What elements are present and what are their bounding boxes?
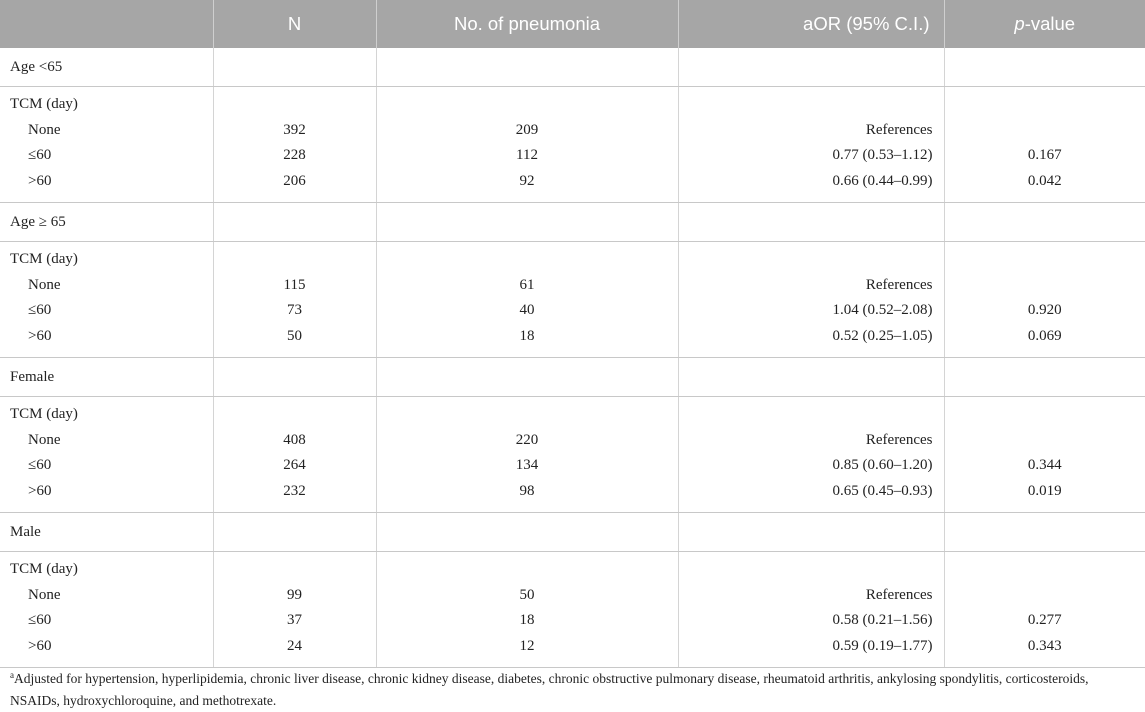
row-label: None bbox=[0, 428, 213, 454]
aor-value: 0.59 (0.19–1.77) bbox=[679, 634, 944, 660]
row-label: None bbox=[0, 273, 213, 299]
header-p-rest: -value bbox=[1025, 13, 1075, 34]
blank-line bbox=[214, 92, 376, 118]
pneumonia-value: 98 bbox=[377, 479, 678, 505]
category-label: TCM (day) bbox=[0, 92, 213, 118]
header-aor: aOR (95% C.I.) bbox=[678, 0, 944, 48]
row-labels-cell bbox=[0, 242, 213, 358]
blank-line bbox=[214, 402, 376, 428]
n-values-cell bbox=[213, 397, 376, 513]
n-values-cell bbox=[213, 242, 376, 358]
empty-cell bbox=[944, 203, 1145, 242]
blank-line bbox=[377, 402, 678, 428]
group-data-row bbox=[0, 552, 1145, 668]
p-value: 0.344 bbox=[945, 453, 1145, 479]
blank-line bbox=[945, 557, 1145, 583]
footnote-text: Adjusted for hypertension, hyperlipidemia, chronic liver disease, chronic kidney disease, diabetes, chronic obstructive pulmonary disease, rheumatoid arthritis, ankylosing spondylitis, corticosteroids, NSAIDs, hydroxychloroquine, and methotrexate. bbox=[10, 671, 1088, 708]
n-value: 206 bbox=[214, 169, 376, 195]
n-value: 264 bbox=[214, 453, 376, 479]
blank-line bbox=[214, 247, 376, 273]
n-value: 37 bbox=[214, 608, 376, 634]
empty-cell bbox=[678, 513, 944, 552]
row-label: None bbox=[0, 118, 213, 144]
p-value bbox=[945, 428, 1145, 454]
aor-values-cell bbox=[678, 397, 944, 513]
pneumonia-value: 40 bbox=[377, 298, 678, 324]
empty-cell bbox=[678, 203, 944, 242]
empty-cell bbox=[213, 203, 376, 242]
blank-line bbox=[679, 402, 944, 428]
category-label: TCM (day) bbox=[0, 402, 213, 428]
row-labels-cell bbox=[0, 397, 213, 513]
aor-values-cell bbox=[678, 87, 944, 203]
header-pneumonia: No. of pneumonia bbox=[376, 0, 678, 48]
group-header-row bbox=[0, 203, 1145, 242]
n-value: 232 bbox=[214, 479, 376, 505]
row-label: >60 bbox=[0, 324, 213, 350]
pneumonia-value: 18 bbox=[377, 608, 678, 634]
p-value: 0.069 bbox=[945, 324, 1145, 350]
group-data-row bbox=[0, 87, 1145, 203]
n-value: 408 bbox=[214, 428, 376, 454]
blank-line bbox=[377, 92, 678, 118]
group-title: Male bbox=[0, 513, 213, 552]
aor-value: 0.77 (0.53–1.12) bbox=[679, 143, 944, 169]
blank-line bbox=[214, 557, 376, 583]
empty-cell bbox=[376, 203, 678, 242]
empty-cell bbox=[213, 513, 376, 552]
p-values-cell bbox=[944, 87, 1145, 203]
blank-line bbox=[679, 92, 944, 118]
empty-cell bbox=[678, 48, 944, 87]
n-value: 228 bbox=[214, 143, 376, 169]
aor-value: References bbox=[679, 583, 944, 609]
header-row bbox=[0, 0, 1145, 48]
header-n: N bbox=[213, 0, 376, 48]
header-p-value bbox=[944, 0, 1145, 48]
p-value bbox=[945, 118, 1145, 144]
row-label: ≤60 bbox=[0, 608, 213, 634]
aor-values-cell bbox=[678, 552, 944, 668]
p-value: 0.343 bbox=[945, 634, 1145, 660]
empty-cell bbox=[213, 48, 376, 87]
group-title: Female bbox=[0, 358, 213, 397]
aor-value: References bbox=[679, 428, 944, 454]
category-label: TCM (day) bbox=[0, 247, 213, 273]
empty-cell bbox=[376, 48, 678, 87]
pneumonia-value: 12 bbox=[377, 634, 678, 660]
n-value: 73 bbox=[214, 298, 376, 324]
pneumonia-values-cell bbox=[376, 87, 678, 203]
blank-line bbox=[945, 92, 1145, 118]
blank-line bbox=[679, 557, 944, 583]
aor-value: 0.58 (0.21–1.56) bbox=[679, 608, 944, 634]
pneumonia-value: 18 bbox=[377, 324, 678, 350]
group-header-row bbox=[0, 48, 1145, 87]
empty-cell bbox=[944, 48, 1145, 87]
row-labels-cell bbox=[0, 552, 213, 668]
p-value: 0.167 bbox=[945, 143, 1145, 169]
aor-value: 0.85 (0.60–1.20) bbox=[679, 453, 944, 479]
pneumonia-value: 50 bbox=[377, 583, 678, 609]
pneumonia-values-cell bbox=[376, 552, 678, 668]
group-data-row bbox=[0, 397, 1145, 513]
row-label: >60 bbox=[0, 634, 213, 660]
group-header-row bbox=[0, 513, 1145, 552]
p-value: 0.019 bbox=[945, 479, 1145, 505]
row-label: ≤60 bbox=[0, 143, 213, 169]
blank-line bbox=[679, 247, 944, 273]
empty-cell bbox=[213, 358, 376, 397]
aor-value: 0.66 (0.44–0.99) bbox=[679, 169, 944, 195]
empty-cell bbox=[376, 513, 678, 552]
category-label: TCM (day) bbox=[0, 557, 213, 583]
pneumonia-value: 220 bbox=[377, 428, 678, 454]
n-value: 24 bbox=[214, 634, 376, 660]
n-value: 99 bbox=[214, 583, 376, 609]
pneumonia-value: 209 bbox=[377, 118, 678, 144]
pneumonia-value: 134 bbox=[377, 453, 678, 479]
row-label: ≤60 bbox=[0, 453, 213, 479]
n-values-cell bbox=[213, 87, 376, 203]
header-blank bbox=[0, 0, 213, 48]
row-label: ≤60 bbox=[0, 298, 213, 324]
aor-values-cell bbox=[678, 242, 944, 358]
footnote-marker: a bbox=[10, 670, 14, 680]
p-value bbox=[945, 583, 1145, 609]
p-value: 0.920 bbox=[945, 298, 1145, 324]
empty-cell bbox=[944, 358, 1145, 397]
group-data-row bbox=[0, 242, 1145, 358]
aor-value: References bbox=[679, 273, 944, 299]
p-values-cell bbox=[944, 397, 1145, 513]
blank-line bbox=[945, 402, 1145, 428]
n-values-cell bbox=[213, 552, 376, 668]
pneumonia-value: 61 bbox=[377, 273, 678, 299]
header-p-italic: p bbox=[1014, 13, 1024, 34]
empty-cell bbox=[376, 358, 678, 397]
group-header-row bbox=[0, 358, 1145, 397]
p-values-cell bbox=[944, 552, 1145, 668]
pneumonia-value: 112 bbox=[377, 143, 678, 169]
empty-cell bbox=[944, 513, 1145, 552]
aor-value: References bbox=[679, 118, 944, 144]
n-value: 392 bbox=[214, 118, 376, 144]
blank-line bbox=[377, 247, 678, 273]
row-label: None bbox=[0, 583, 213, 609]
aor-value: 1.04 (0.52–2.08) bbox=[679, 298, 944, 324]
p-value bbox=[945, 273, 1145, 299]
n-value: 50 bbox=[214, 324, 376, 350]
n-value: 115 bbox=[214, 273, 376, 299]
p-value: 0.042 bbox=[945, 169, 1145, 195]
pneumonia-value: 92 bbox=[377, 169, 678, 195]
empty-cell bbox=[678, 358, 944, 397]
aor-value: 0.65 (0.45–0.93) bbox=[679, 479, 944, 505]
blank-line bbox=[945, 247, 1145, 273]
blank-line bbox=[377, 557, 678, 583]
p-value: 0.277 bbox=[945, 608, 1145, 634]
aor-value: 0.52 (0.25–1.05) bbox=[679, 324, 944, 350]
group-title: Age ≥ 65 bbox=[0, 203, 213, 242]
pneumonia-values-cell bbox=[376, 397, 678, 513]
row-labels-cell bbox=[0, 87, 213, 203]
group-title: Age <65 bbox=[0, 48, 213, 87]
row-label: >60 bbox=[0, 169, 213, 195]
p-values-cell bbox=[944, 242, 1145, 358]
pneumonia-values-cell bbox=[376, 242, 678, 358]
row-label: >60 bbox=[0, 479, 213, 505]
